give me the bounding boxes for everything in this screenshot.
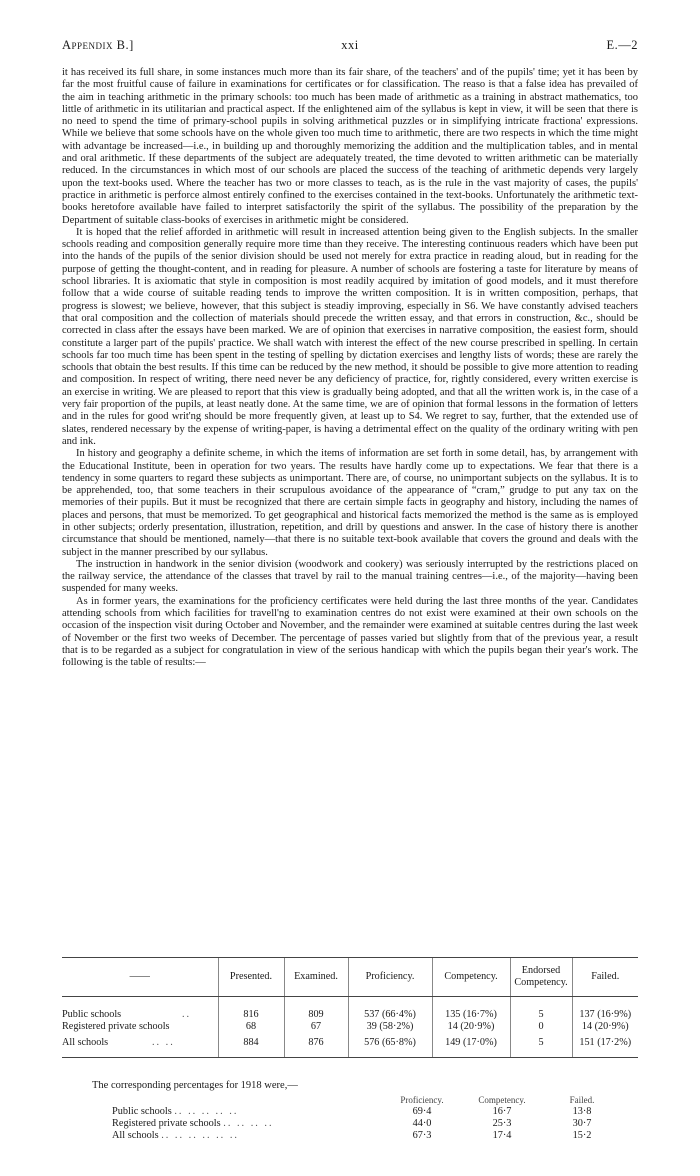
cell-proficiency: 576 (65·8%): [348, 1033, 432, 1058]
percentages-header-row: [112, 1094, 622, 1106]
row-leader: .. ..: [152, 1037, 175, 1048]
header-endorsed-competency: Endorsed Competency.: [510, 958, 572, 997]
row-leader: .. .. .. ..: [223, 1118, 274, 1129]
table-row: [112, 1118, 622, 1130]
pct-header-failed: Failed.: [569, 1095, 595, 1105]
results-header-row: [62, 958, 638, 997]
cell-endorsed: 5: [510, 1033, 572, 1058]
cell-competency: 16·7: [492, 1106, 512, 1117]
row-leader: ..: [182, 1009, 192, 1020]
page-header: [62, 38, 638, 54]
row-leader: .. .. .. .. .. ..: [161, 1130, 239, 1141]
cell-failed: 15·2: [572, 1130, 592, 1141]
row-label: Public schools: [62, 1009, 122, 1020]
header-appendix: Appendix B.]: [62, 38, 134, 52]
row-label: Public schools: [112, 1106, 172, 1117]
table-row: [112, 1106, 622, 1118]
table-row: [62, 997, 638, 1022]
percentages-intro: The corresponding percentages for 1918 were,—: [92, 1080, 298, 1091]
cell-examined: 876: [284, 1033, 348, 1058]
row-label: Registered private schools: [112, 1118, 221, 1129]
cell-competency: 135 (16·7%): [432, 997, 510, 1022]
cell-presented: 884: [218, 1033, 284, 1058]
cell-failed: 14 (20·9%): [572, 1021, 638, 1033]
cell-failed: 151 (17·2%): [572, 1033, 638, 1058]
header-examined: Examined.: [284, 958, 348, 997]
paragraph-english: It is hoped that the relief afforded in arithmetic will result in increased attention being given to the English subjects. In the smaller schools reading and composition generally require more time than they receive. The interesting continuous readers which have been put into the hands of the pupils of the senior division should be used not merely for extra practice in reading aloud, but in reading for the purpose of getting the thought-content, and in reading for pleasure. A number of schools are fostering a taste for literature by means of school libraries. It is axiomatic that style in composition is most readily acquired by imitation of good models, and it must therefore follow that a wide course of suitable reading tends to improve the written composition. It is in written composition, perhaps, that progress is slowest; we believe, however, that this subject is steadiy improving, especially in S6. We have constantly advised teachers that oral composition and the collection of materials should precede the written essay, and that errors in construction, &c., should be corrected in class after the essays have been marked. We are of opinion that exercises in narrative composition, the easiest form, should constitute a larger part of the pupils' practice. We shall watch with interest the effect of the new course prescribed in spelling. In certain schools far too much time has been spent in the testing of spelling by dictation exercises and lengthy lists of words; these are rarely the schools that obtain the best results. If this time can be reduced by the new method, it should be possible to give more attention to reading and composition. In respect of writing, there need never be any deficiency of practice, for, rightly considered, every written exercise is an exercise in writing. We are pleased to report that this view is gradually being adopted, and that all the written work is, in the case of a very fair proportion of the pupils, at least neatly done. At the same time, we are of opinion that formal lessons in the formation of letters and in the rules for good writ'ng should be more frequently given, at least up to S4. We regret to say, further, that the extended use of slates, rendered necessary by the expense of writing-paper, is having a detrimental effect on the quality of the ordinary writing with pen and ink.: [62, 226, 638, 447]
cell-failed: 13·8: [572, 1106, 592, 1117]
cell-presented: 816: [218, 997, 284, 1022]
cell-endorsed: 0: [510, 1021, 572, 1033]
cell-proficiency: 69·4: [412, 1106, 432, 1117]
cell-presented: 68: [218, 1021, 284, 1033]
results-table: [62, 957, 638, 1058]
cell-proficiency: 67·3: [412, 1130, 432, 1141]
cell-failed: 137 (16·9%): [572, 997, 638, 1022]
cell-proficiency: 39 (58·2%): [348, 1021, 432, 1033]
header-document-code: E.—2: [606, 38, 638, 52]
cell-proficiency: 537 (66·4%): [348, 997, 432, 1022]
table-row: [112, 1130, 622, 1142]
header-page-number: xxi: [341, 38, 359, 52]
paragraph-examinations: As in former years, the examinations for the proficiency certificates were held during the last three months of the year. Candidates attending schools from which facilities for travell'ng to examination centres do not exist were examined at their own schools on the occasion of the inspection visit during October and November, and the remainder were examined at suitable centres during the last week of November or the first two weeks of December. The percentage of passes varied but slightly from that of the previous year, a result that is to be regarded as a subject for congratulation in view of the serious handicap with which the pupils began their year's work. The following is the table of results:—: [62, 595, 638, 669]
cell-competency: 25·3: [492, 1118, 512, 1129]
header-competency: Competency.: [432, 958, 510, 997]
pct-header-proficiency: Proficiency.: [400, 1095, 444, 1105]
row-label: All schools: [62, 1037, 109, 1048]
percentages-1918-table: [112, 1094, 622, 1142]
cell-examined: 67: [284, 1021, 348, 1033]
cell-competency: 14 (20·9%): [432, 1021, 510, 1033]
row-label: All schools: [112, 1130, 159, 1141]
pct-header-competency: Competency.: [478, 1095, 526, 1105]
header-presented: Presented.: [218, 958, 284, 997]
cell-competency: 17·4: [492, 1130, 512, 1141]
cell-proficiency: 44·0: [412, 1118, 432, 1129]
header-blank: ——: [62, 958, 218, 997]
row-leader: .. .. .. .. ..: [174, 1106, 239, 1117]
paragraph-history-geography: In history and geography a definite scheme, in which the items of information are set forth in some detail, has, by arrangement with the Educational Institute, been in operation for two years. The results have hardly come up to expectations. We fear that there is a tendency in some quarters to regard these subjects as unimportant. There are, of course, no unimportant subjects on the syllabus. It is to be apprehended, too, that some teachers in their scrupulous avoidance of the appearance of “cram,” grudge to put any tax on the memories of their pupils. But it must be recognized that there are certain simple facts in geography and history, including the names of places and persons, that must be memorized. To get geographical and historical facts memorized the method is the same as is employed in other subjects; orderly presentation, illustration, repetition, and drill by questions and answer. In the case of history there is another circumstance that should be mentioned, namely—that there is no suitable text-book available that covers the ground and deals with the subject in the manner prescribed by our syllabus.: [62, 448, 638, 558]
header-failed: Failed.: [572, 958, 638, 997]
paragraph-handwork: The instruction in handwork in the senior division (woodwork and cookery) was seriously interrupted by the restrictions placed on the railway service, the attendance of the classes that travel by rail to the manual training centres—i.e., of the majority—having been suspended for many weeks.: [62, 558, 638, 595]
cell-examined: 809: [284, 997, 348, 1022]
cell-endorsed: 5: [510, 997, 572, 1022]
body-text: [62, 67, 638, 670]
row-label: Registered private schools: [62, 1021, 170, 1032]
table-row: [62, 1021, 638, 1033]
cell-competency: 149 (17·0%): [432, 1033, 510, 1058]
cell-failed: 30·7: [572, 1118, 592, 1129]
header-proficiency: Proficiency.: [348, 958, 432, 997]
table-row: [62, 1033, 638, 1058]
paragraph-arithmetic: it has received its full share, in some instances much more than its fair share, of the teachers' and of the pupils' time; yet it has been by far the most fruitful cause of failure in examinations for certificates or for classification. The reaso is that a false idea has prevailed of the aim in teaching arithmetic in the primary schools: too much has been made of arithmetic as a training in abstract mathematics, too little of arithmetic in its utilitarian and practical aspect. If the enlightened aim of the syllabus is kept in view, it will be seen that there is no need to spend the time of primary-school pupils in solving arithmetical puzzles or in simplifying intricate fractiona' expressions. While we believe that some schools have on the whole given too much time to arithmetic, there are two respects in which the time might with advantage be increased—i.e., in building up and thoroughly memorizing the addition and the multiplication tables, and in mental and oral arithmetic. If these departments of the subject are adequately treated, the time devoted to written arithmetic can be materially reduced. In the circumstances in which most of our schools are placed the success of the teaching of arithmetic depends very largely upon the text-books used. Where the teacher has two or more classes to teach, as is the rule in the vast majority of cases, the pupils' practice in arithmetic is perforce almost entirely confined to the exercises contained in the text-books. Unfortunately the arithmetic text-books heretofore available have failed to interpret satisfactorily the spirit of the syllabus. The possibility of the preparation by the Department of suitable class-books of exercises in arithmetic might be considered.: [62, 67, 638, 226]
